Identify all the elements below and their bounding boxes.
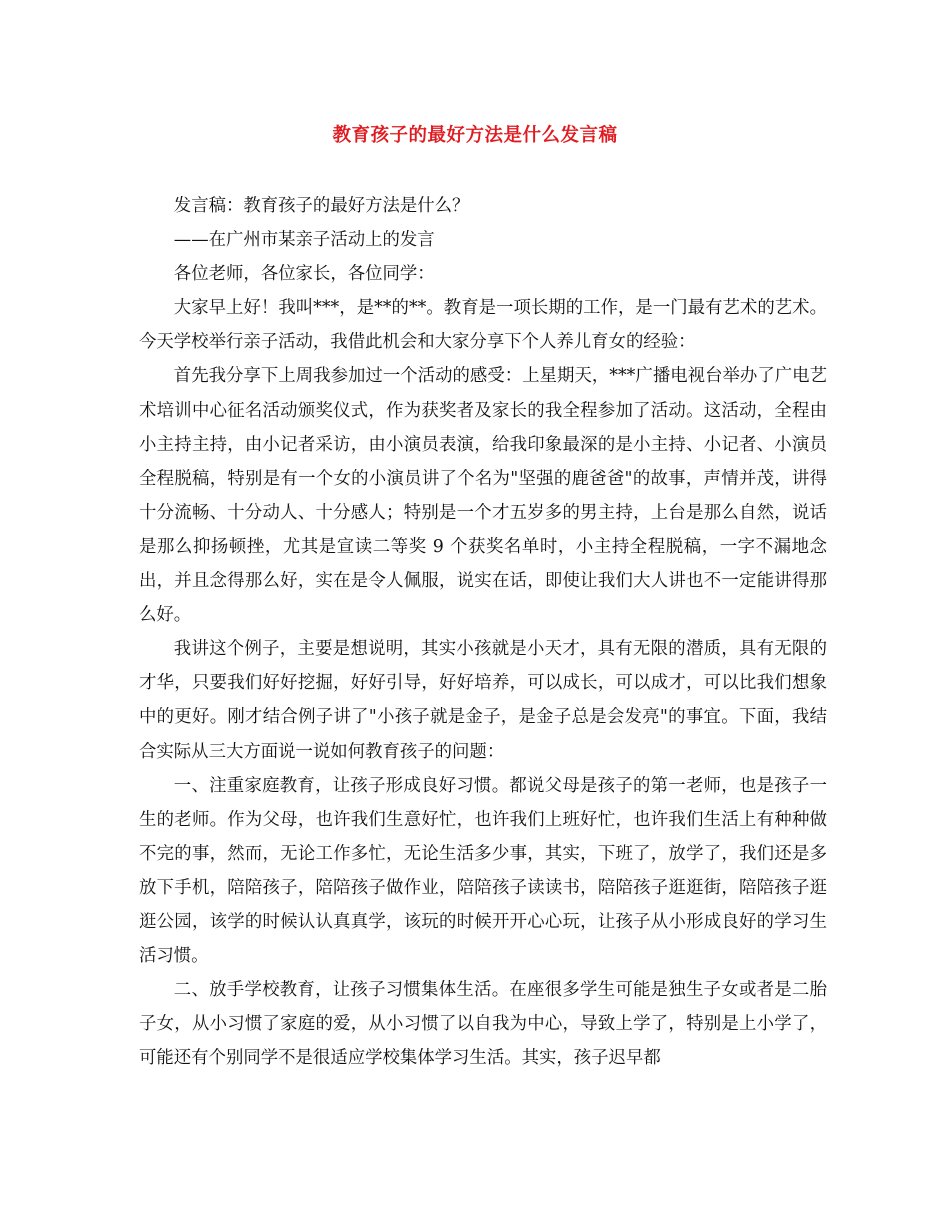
paragraph-heading: 发言稿：教育孩子的最好方法是什么？ (173, 196, 470, 216)
document-body (139, 189, 827, 1075)
paragraph-activity: 首先我分享下上周我参加过一个活动的感受：上星期天，***广播电视台举办了广电艺术培训中心征名活动颁奖仪式，作为获奖者及家长的我全程参加了活动。这活动，全程由小主持主持，由小记者采访，由小演员表演，给我印象最深的是小主持、小记者、小演员全程脱稿，特别是有一个女的小演员讲了个名为"坚强的鹿爸爸"的故事，声情并茂，讲得十分流畅、十分动人、十分感人；特别是一个才五岁多的男主持，上台是那么自然，说话是那么抑扬顿挫，尤其是宣读二等奖 9 个获奖名单时，小主持全程脱稿，一字不漏地念出，并且念得那么好，实在是令人佩服，说实在话，即使让我们大人讲也不一定能讲得那么好。 (139, 366, 827, 626)
paragraph-greeting: 大家早上好！我叫***，是**的**。教育是一项长期的工作，是一门最有艺术的艺术。今天学校举行亲子活动，我借此机会和大家分享下个人养儿育女的经验： (139, 298, 827, 353)
paragraph-point-one: 一、注重家庭教育，让孩子形成良好习惯。都说父母是孩子的第一老师，也是孩子一生的老师。作为父母，也许我们生意好忙，也许我们上班好忙，也许我们生活上有种种做不完的事，然而，无论工作多忙，无论生活多少事，其实，下班了，放学了，我们还是多放下手机，陪陪孩子，陪陪孩子做作业，陪陪孩子读读书，陪陪孩子逛逛街，陪陪孩子逛逛公园，该学的时候认认真真学，该玩的时候开开心心玩，让孩子从小形成良好的学习生活习惯。 (139, 775, 827, 967)
document-title: 教育孩子的最好方法是什么发言稿 (332, 125, 618, 146)
paragraph-example: 我讲这个例子，主要是想说明，其实小孩就是小天才，具有无限的潜质，具有无限的才华，只要我们好好挖掘，好好引导，好好培养，可以成长，可以成才，可以比我们想象中的更好。刚才结合例子讲了"小孩子就是金子，是金子总是会发亮"的事宜。下面，我结合实际从三大方面说一说如何教育孩子的问题： (139, 639, 827, 762)
paragraph-subtitle: ——在广州市某亲子活动上的发言 (173, 230, 435, 251)
paragraph-salutation: 各位老师，各位家长，各位同学： (173, 264, 435, 285)
paragraph-point-two: 二、放手学校教育，让孩子习惯集体生活。在座很多学生可能是独生子女或者是二胎子女，从小习惯了家庭的爱，从小习惯了以自我为中心，导致上学了，特别是上小学了，可能还有个别同学不是很适应学校集体学习生活。其实，孩子迟早都 (139, 980, 827, 1069)
